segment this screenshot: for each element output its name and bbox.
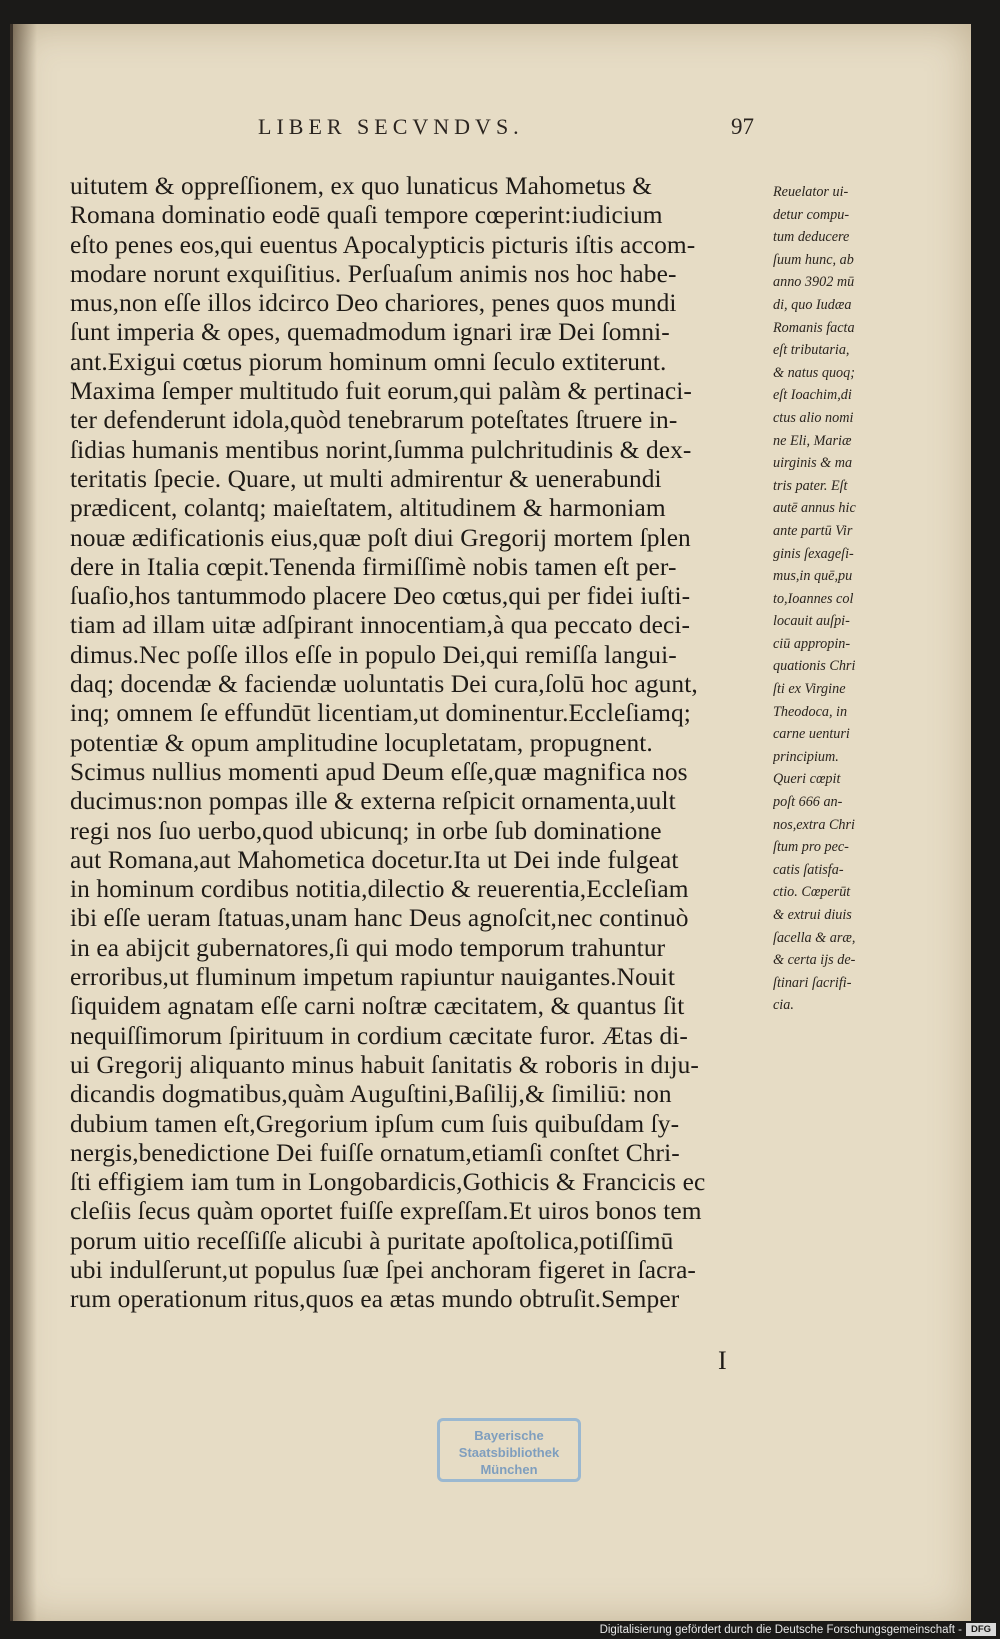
- text-line: ducimus:non pompas ille & externa reſpicit ornamenta,uult: [70, 787, 676, 816]
- text-line: tiam ad illam uitæ adſpirant innocentiam,à qua peccato deci-: [70, 611, 691, 640]
- margin-note-line: anno 3902 mū: [773, 274, 855, 291]
- margin-note-line: ginis ſexageſi-: [773, 545, 854, 562]
- text-line: in hominum cordibus notitia,dilectio & reuerentia,Eccleſiam: [70, 875, 689, 904]
- text-line: ſunt imperia & opes, quemadmodum ignari iræ Dei ſomni-: [70, 318, 670, 347]
- funding-credit: Digitalisierung gefördert durch die Deutsche Forschungsgemeinschaft -: [599, 1624, 962, 1636]
- margin-note-line: to,Ioannes col: [773, 590, 854, 607]
- text-line: eſto penes eos,qui euentus Apocalypticis picturis iſtis accom-: [70, 230, 696, 259]
- margin-note-line: ſtinari ſacrifi-: [773, 974, 852, 991]
- margin-note-line: tum deducere: [773, 229, 850, 246]
- margin-note-line: uirginis & ma: [773, 455, 853, 472]
- margin-note-line: detur compu-: [773, 206, 850, 223]
- text-line: modare norunt exquiſitius. Perſuaſum animis nos hoc habe-: [70, 259, 677, 288]
- text-line: porum uitio receſſiſſe alicubi à puritate apoſtolica,potiſſimū: [70, 1226, 674, 1255]
- margin-note-line: cia.: [773, 997, 794, 1014]
- text-line: nergis,benedictione Dei fuiſſe ornatum,etiamſi conſtet Chri-: [70, 1138, 680, 1167]
- margin-note-line: ſti ex Virgine: [773, 681, 846, 698]
- margin-note-line: ctio. Cœperūt: [773, 884, 851, 901]
- text-line: ant.Exigui cœtus piorum hominum omni ſeculo extiterunt.: [70, 347, 667, 376]
- text-line: prædicent, colantq; maieſtatem, altitudinem & harmoniam: [70, 494, 666, 523]
- running-head: LIBER SECVNDVS.: [258, 114, 524, 139]
- margin-note-line: carne uenturi: [773, 726, 850, 743]
- text-line: rum operationum ritus,quos ea ætas mundo obtruſit.Semper: [70, 1285, 680, 1314]
- margin-note-line: ciū appropin-: [773, 635, 851, 652]
- margin-note-line: locauit auſpi-: [773, 613, 850, 630]
- margin-note-line: Queri cœpit: [773, 771, 841, 788]
- margin-note-line: ante partū Vir: [773, 522, 853, 539]
- margin-note-line: & extrui diuis: [773, 907, 852, 923]
- library-stamp: [437, 1418, 581, 1482]
- margin-note-line: eſt tributaria,: [773, 342, 850, 359]
- margin-note-line: & certa ijs de-: [773, 952, 856, 969]
- text-line: in ea abijcit gubernatores,ſi qui modo temporum trahuntur: [70, 933, 666, 962]
- text-line: ſiquidem agnatam eſſe carni noſtræ cæcitatem, & quantus ſit: [70, 992, 685, 1021]
- margin-note-line: ſuum hunc, ab: [773, 251, 854, 268]
- margin-note-line: eſt Ioachim,di: [773, 387, 852, 404]
- margin-note-line: & natus quoq;: [773, 364, 855, 381]
- margin-note-line: Romanis facta: [773, 319, 855, 336]
- margin-note-line: ſacella & aræ,: [773, 929, 856, 946]
- margin-note-line: poſt 666 an-: [773, 794, 843, 811]
- main-text-block: [70, 172, 780, 1315]
- dfg-logo: DFG: [966, 1623, 996, 1636]
- text-line: regi nos ſuo uerbo,quod ubicunq; in orbe ſub dominatione: [70, 816, 662, 845]
- text-line: Romana dominatio eodē quaſi tempore cœperint:iudicium: [70, 201, 663, 230]
- text-line: dicandis dogmatibus,quàm Auguſtini,Baſilij,& ſimiliū: non: [70, 1080, 672, 1109]
- page-number: 97: [731, 114, 754, 139]
- text-line: dimus.Nec poſſe illos eſſe in populo Dei,qui remiſſa langui-: [70, 640, 677, 669]
- margin-note-line: nos,extra Chri: [773, 816, 855, 833]
- text-line: nouæ ædificationis eius,quæ poſt diui Gregorij mortem ſplen: [70, 523, 691, 552]
- text-line: potentiæ & opum amplitudine locupletatam, propugnent.: [70, 728, 653, 757]
- margin-note-line: di, quo Iudæa: [773, 296, 852, 313]
- text-line: teritatis ſpecie. Quare, ut multi admirentur & uenerabundi: [70, 464, 662, 493]
- margin-note-line: principium.: [773, 748, 839, 765]
- text-line: ubi indulſerunt,ut populus ſuæ ſpei anchoram figeret in ſacra-: [70, 1255, 696, 1284]
- text-line: aut Romana,aut Mahometica docetur.Ita ut Dei inde fulgeat: [70, 845, 679, 874]
- text-line: uitutem & oppreſſionem, ex quo lunaticus Mahometus &: [70, 172, 653, 200]
- text-line: dere in Italia cœpit.Tenenda firmiſſimè nobis tamen eſt per-: [70, 552, 677, 581]
- margin-note-line: catis ſatisfa-: [773, 861, 844, 878]
- catchword: I: [718, 1346, 727, 1375]
- text-line: cleſiis ſecus quàm oportet fuiſſe expreſſam.Et uiros bonos tem: [70, 1197, 702, 1226]
- text-line: ſidias humanis mentibus norint,ſumma pulchritudinis & dex-: [70, 435, 692, 464]
- text-line: inq; omnem ſe effundūt licentiam,ut dominentur.Eccleſiamq;: [70, 699, 691, 728]
- footer-bar: [0, 1621, 1000, 1639]
- margin-note-line: tris pater. Eſt: [773, 477, 848, 494]
- margin-note-line: Theodoca, in: [773, 703, 848, 720]
- stamp-line: München: [480, 1462, 538, 1477]
- margin-note-line: ne Eli, Mariæ: [773, 432, 852, 449]
- margin-note-line: Reuelator ui-: [773, 184, 849, 200]
- stamp-line: Bayerische: [474, 1428, 544, 1443]
- margin-note-line: autē annus hic: [773, 500, 856, 517]
- margin-note-line: mus,in quē,pu: [773, 568, 853, 585]
- text-line: daq; docendæ & faciendæ uoluntatis Dei cura,ſolū hoc agunt,: [70, 670, 698, 699]
- margin-notes: [773, 181, 893, 1017]
- gutter-shadow: [13, 24, 37, 1622]
- text-line: ui Gregorij aliquanto minus habuit ſanitatis & roboris in dıju-: [70, 1050, 699, 1079]
- text-line: nequiſſimorum ſpirituum in cordium cæcitate furor. Ætas di-: [70, 1021, 688, 1050]
- text-line: mus,non eſſe illos idcirco Deo chariores, penes quos mundi: [70, 289, 677, 318]
- text-line: Scimus nullius momenti apud Deum eſſe,quæ magnifica nos: [70, 757, 688, 786]
- margin-note-line: quationis Chri: [773, 658, 856, 675]
- text-line: dubium tamen eſt,Gregorium ipſum cum ſuis quibuſdam ſy-: [70, 1109, 680, 1138]
- text-line: Maxima ſemper multitudo fuit eorum,qui palàm & pertinaci-: [70, 377, 692, 406]
- text-line: ibi eſſe ueram ſtatuas,unam hanc Deus agnoſcit,nec continuò: [70, 904, 689, 933]
- margin-note-line: ſtum pro pec-: [773, 839, 849, 856]
- text-line: ter defenderunt idola,quòd tenebrarum poteſtates ſtruere in-: [70, 406, 678, 435]
- book-page: [10, 24, 971, 1622]
- text-line: ſuaſio,hos tantummodo placere Deo cœtus,qui per fidei iuſti-: [70, 582, 691, 611]
- text-line: ſti effigiem iam tum in Longobardicis,Gothicis & Francicis ec: [70, 1168, 706, 1197]
- text-line: erroribus,ut fluminum impetum rapiuntur nauigantes.Nouit: [70, 963, 675, 992]
- stamp-line: Staatsbibliothek: [458, 1445, 560, 1460]
- margin-note-line: ctus alio nomi: [773, 409, 854, 426]
